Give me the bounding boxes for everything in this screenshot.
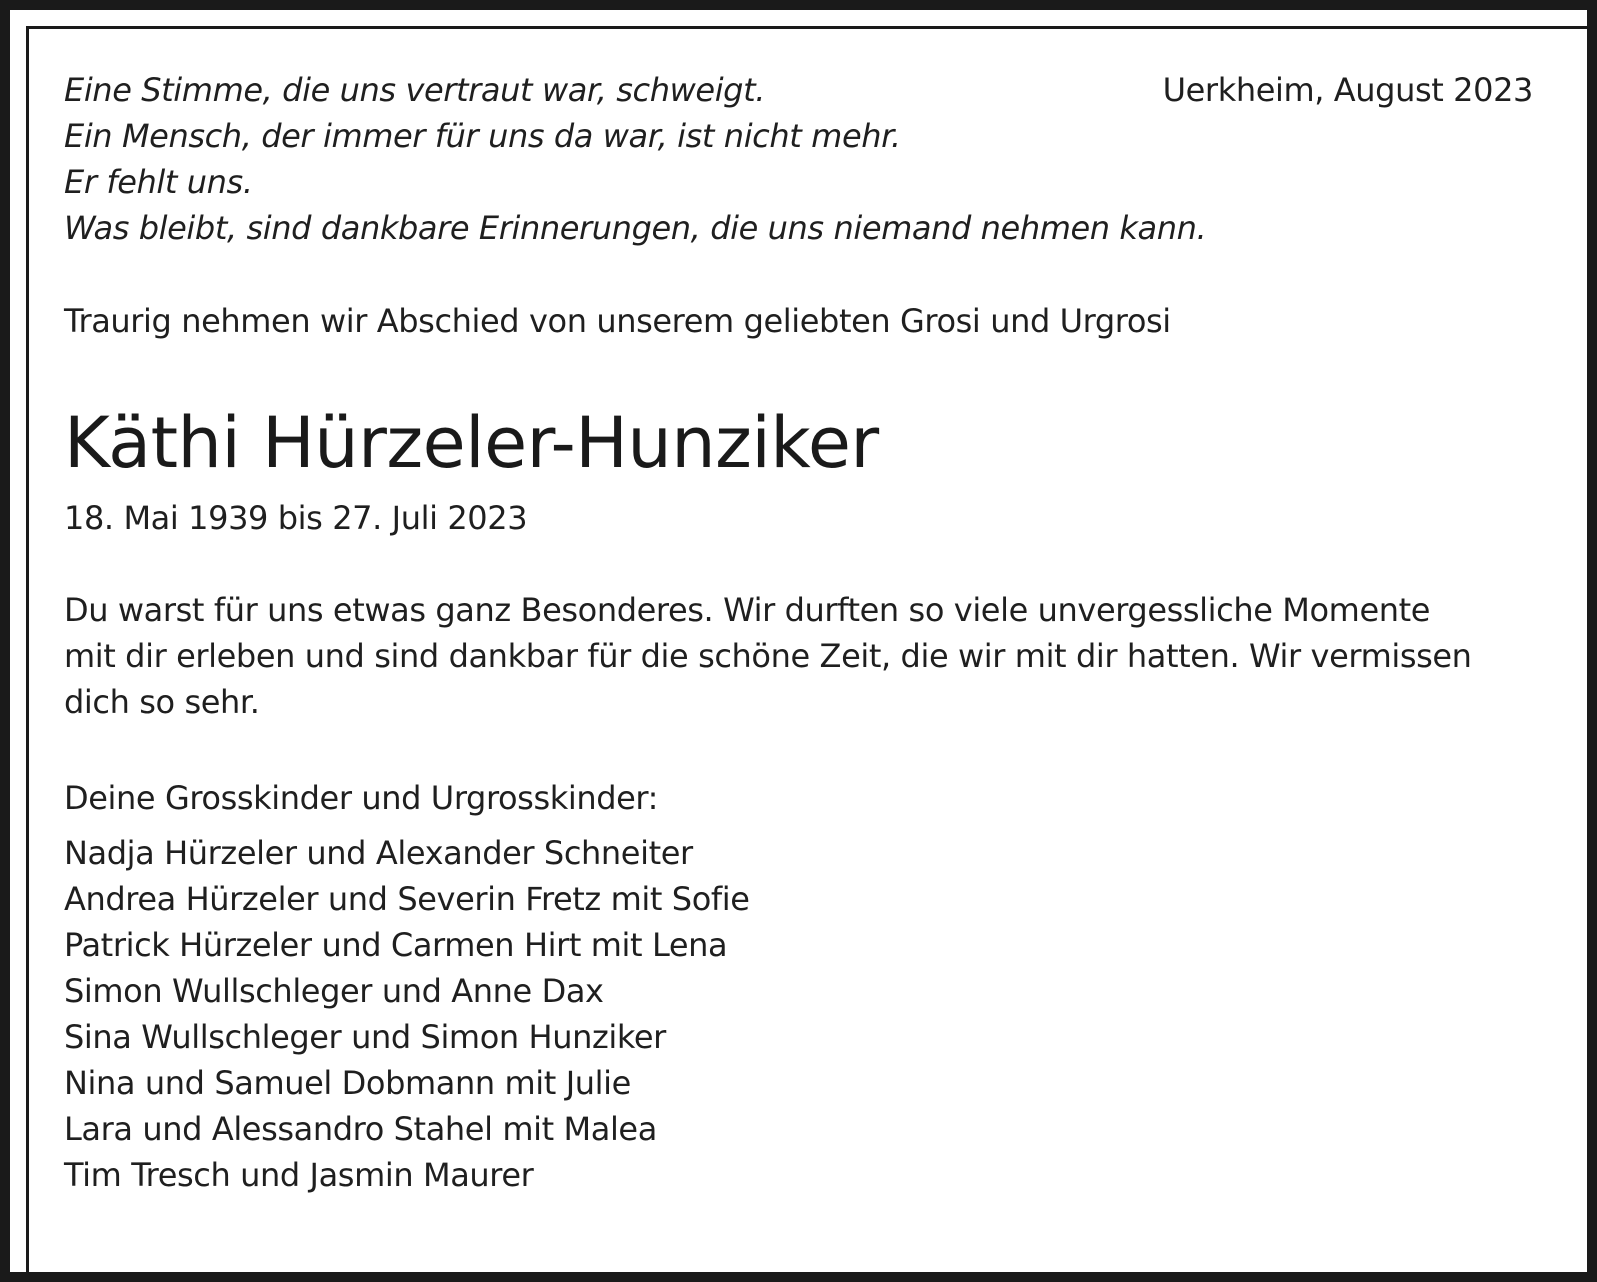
mourners-heading: Deine Grosskinder und Urgrosskinder: — [64, 779, 658, 817]
mourner: Andrea Hürzeler und Severin Fretz mit Sofie — [64, 880, 750, 918]
mourner: Simon Wullschleger und Anne Dax — [64, 972, 604, 1010]
mourner: Nina und Samuel Dobmann mit Julie — [64, 1064, 631, 1102]
poem-line: Eine Stimme, die uns vertraut war, schweigt. — [64, 71, 766, 109]
mourner: Tim Tresch und Jasmin Maurer — [64, 1156, 534, 1194]
poem-line: Er fehlt uns. — [64, 163, 253, 201]
message-line: Du warst für uns etwas ganz Besonderes. Wir durften so viele unvergessliche Momente — [64, 591, 1431, 629]
mourner: Nadja Hürzeler und Alexander Schneiter — [64, 834, 693, 872]
mourner: Sina Wullschleger und Simon Hunziker — [64, 1018, 666, 1056]
mourner: Patrick Hürzeler und Carmen Hirt mit Lena — [64, 926, 728, 964]
deceased-name: Käthi Hürzeler-Hunziker — [64, 402, 879, 484]
message-line: mit dir erleben und sind dankbar für die schöne Zeit, die wir mit dir hatten. Wir vermissen — [64, 637, 1472, 675]
life-dates: 18. Mai 1939 bis 27. Juli 2023 — [64, 499, 528, 537]
message-line: dich so sehr. — [64, 683, 260, 721]
poem-line: Was bleibt, sind dankbare Erinnerungen, die uns niemand nehmen kann. — [64, 209, 1207, 247]
place-date: Uerkheim, August 2023 — [1162, 71, 1533, 109]
poem-line: Ein Mensch, der immer für uns da war, ist nicht mehr. — [64, 117, 901, 155]
mourner: Lara und Alessandro Stahel mit Malea — [64, 1110, 657, 1148]
intro-text: Traurig nehmen wir Abschied von unserem geliebten Grosi und Urgrosi — [64, 302, 1171, 340]
